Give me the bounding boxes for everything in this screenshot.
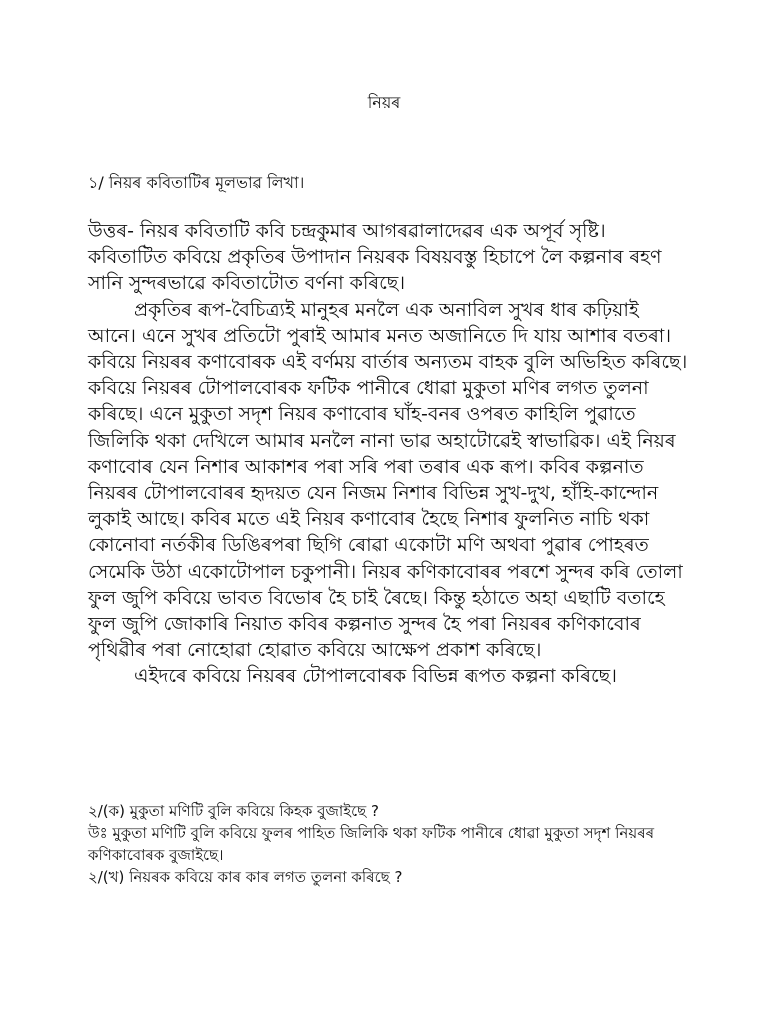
page-title: নিয়ৰ	[367, 93, 401, 112]
question-answer-section-2	[88, 800, 708, 888]
question-2a: ২/(ক) মুকুতা মণিটি বুলি কবিয়ে কিহক বুজাইছে ?	[88, 802, 379, 820]
answer-2a: উঃ মুকুতা মণিটি বুলি কবিয়ে ফুলৰ পাহিত জিলিকি থকা ফটিক পানীৰে ধোৱা মুকুতা সদৃশ নিয়ৰৰ কণিকাবোৰক বুজাইছে।	[88, 824, 655, 864]
question-2b: ২/(খ) নিয়ৰক কবিয়ে কাৰ কাৰ লগত তুলনা কৰিছে ?	[88, 868, 403, 886]
answer-1-paragraph-1: উত্তৰ- নিয়ৰ কবিতাটি কবি চন্দ্ৰকুমাৰ আগৰৱালাদেৱৰ এক অপূৰ্ব সৃষ্টি। কবিতাটিত কবিয়ে প্ৰকৃতিৰ উপাদান নিয়ৰক বিষয়বস্তু হিচাপে লৈ কল্পনাৰ ৰহণ সানি সুন্দৰভাৱে কবিতাটোত বৰ্ণনা কৰিছে।	[88, 220, 662, 295]
answer-1	[88, 218, 688, 690]
answer-1-paragraph-3: এইদৰে কবিয়ে নিয়ৰৰ টোপালবোৰক বিভিন্ন ৰূপত কল্পনা কৰিছে।	[134, 665, 617, 688]
question-1: ১/ নিয়ৰ কবিতাটিৰ মূলভাৱ লিখা।	[88, 173, 305, 192]
answer-1-paragraph-2: প্ৰকৃতিৰ ৰূপ-বৈচিত্ৰ্যই মানুহৰ মনলৈ এক অনাবিল সুখৰ ধাৰ কঢ়িয়াই আনে। এনে সুখৰ প্ৰতিটো পুৰাই আমাৰ মনত অজানিতে দি যায় আশাৰ বতৰা। কবিয়ে নিয়ৰৰ কণাবোৰক এই বৰ্ণময় বাৰ্তাৰ অন্যতম বাহক বুলি অভিহিত কৰিছে। কবিয়ে নিয়ৰৰ টোপালবোৰক ফটিক পানীৰে ধোৱা মুকুতা মণিৰ লগত তুলনা কৰিছে। এনে মুকুতা সদৃশ নিয়ৰ কণাবোৰ ঘাঁহ-বনৰ ওপৰত কাহিলি পুৱাতে জিলিকি থকা দেখিলে আমাৰ মনলৈ নানা ভাৱ অহাটোৱেই স্বাভাৱিক। এই নিয়ৰ কণাবোৰ যেন নিশাৰ আকাশৰ পৰা সৰি পৰা তৰাৰ এক ৰূপ। কবিৰ কল্পনাত নিয়ৰৰ টোপালবোৰৰ হৃদয়ত যেন নিজম নিশাৰ বিভিন্ন সুখ-দুখ, হাঁহি-কান্দোন লুকাই আছে। কবিৰ মতে এই নিয়ৰ কণাবোৰ হৈছে নিশাৰ ফুলনিত নাচি থকা কোনোবা নৰ্তকীৰ ডিঙিৰপৰা ছিগি ৰোৱা একোটা মণি অথবা পুৱাৰ পোহৰত সেমেকি উঠা একোটোপাল চকুপানী। নিয়ৰ কণিকাবোৰৰ পৰশে সুন্দৰ কৰি তোলা ফুল জুপি কবিয়ে ভাবত বিভোৰ হৈ চাই ৰৈছে। কিন্তু হঠাতে অহা এছাটি বতাহে ফুল জুপি জোকাৰি নিয়াত কবিৰ কল্পনাত সুন্দৰ হৈ পৰা নিয়ৰৰ কণিকাবোৰ পৃথিৱীৰ পৰা নোহোৱা হোৱাত কবিয়ে আক্ষেপ প্ৰকাশ কৰিছে।	[88, 298, 688, 662]
